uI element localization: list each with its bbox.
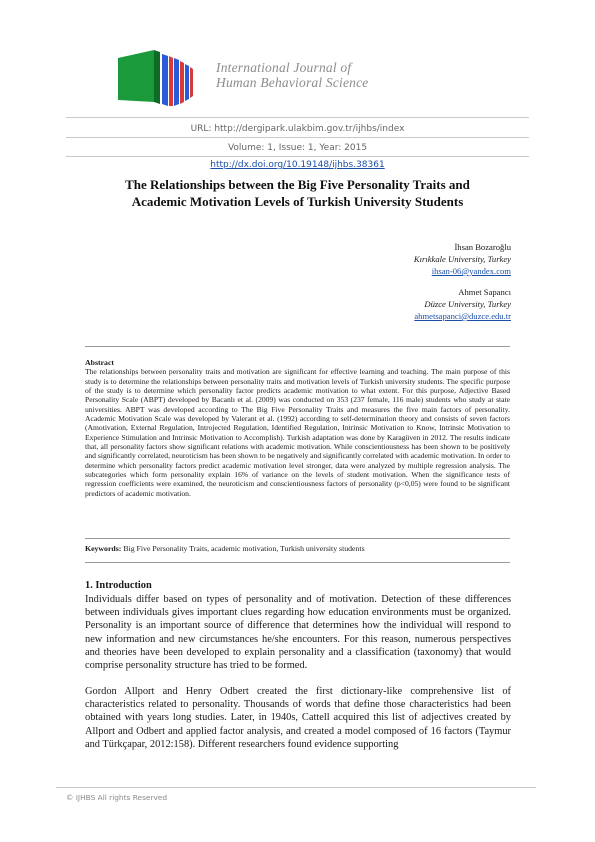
header-rule-middle (66, 137, 529, 138)
keywords-label: Keywords: (85, 544, 122, 553)
section-heading-introduction: 1. Introduction (85, 580, 152, 591)
author-block-2 (414, 286, 511, 322)
doi-link[interactable]: http://dx.doi.org/10.19148/ijhbs.38361 (210, 160, 385, 170)
volume-info: Volume: 1, Issue: 1, Year: 2015 (227, 143, 368, 153)
abstract-section (85, 358, 510, 498)
keywords-line (85, 544, 510, 553)
footer-rule (56, 787, 536, 788)
paper-title-line2: Academic Motivation Levels of Turkish University Students (131, 194, 464, 209)
intro-paragraph-1 (85, 593, 511, 672)
paper-title (80, 176, 515, 210)
author-block-1 (414, 241, 511, 277)
abstract-text: The relationships between personality traits and motivation are significant for effective learning and teaching. The main purpose of this study is to determine the relationships between personality traits and motivation levels of Turkish university students. The specific purpose of the study is to determine which personality factor predicts academic motivation to what extent. For this purpose, Adjective Based Personality Scale (ABPT) developed by Bacanlı et al. (2009) was conducted on 353 (237 female, 116 male) students who study at state universities. ABPT was developed according to The Big Five Personality Traits and measures the five main factors of personality. Academic Motivation Scale was developed by Valerant et al. (1992) according to self-determination theory and consists of seven factors (Amotivation, External Regulation, Introjected Regulation, Identified Regulation, Intrinsic Motivation to Know, Intrinsic Motivation to Experience Stimulation and Intrinsic Motivation to Accomplish). Turkish adaptation was done by Karagüven in 2012. The results indicate that, all personality factors show significant relations with academic motivation. While conscientiousness has been shown to be positively and significantly correlated, neuroticism has been shown to be negatively and significantly correlated with academic motivation. In order to determine which personality factors predict academic motivation level stronger, data were analyzed by multiple regression analysis. The subcategories which form personality explain 16% of variance on the levels of student motivation. When the significance tests of regression coefficients were examined, the neuroticism and conscientiousness factors of personality (p<0,05) were found to be significant predictors of academic motivation. (85, 367, 510, 498)
keywords-text: Big Five Personality Traits, academic motivation, Turkish university students (121, 544, 365, 553)
footer-copyright: © IJHBS All rights Reserved (66, 793, 168, 802)
keywords-rule (85, 562, 510, 563)
author-name: Ahmet Sapancı (458, 287, 511, 297)
journal-name (216, 60, 369, 90)
paragraph-text: Individuals differ based on types of personality and of motivation. Detection of these differences between individuals gives important clues regarding how education environments must be organized. Personality is an important source of difference that determines how the individual will respond to new information and new circumstances he/she encounters. For this reason, numerous perspectives and theories have been developed to explain personality and a classification (taxonomy) that would comprise personality structure has tried to be formed. (85, 594, 511, 672)
abstract-heading: Abstract (85, 358, 115, 367)
author-institution: Kırıkkale University, Turkey (413, 254, 511, 264)
journal-logo (112, 46, 206, 108)
journal-name-line2: Human Behavioral Science (216, 75, 369, 90)
author-institution: Düzce University, Turkey (424, 299, 511, 309)
author-name: İhsan Bozaroğlu (454, 242, 511, 252)
abstract-rule-top (85, 346, 510, 347)
header-rule-top (66, 117, 529, 118)
author-email-link[interactable]: ahmetsapanci@duzce.edu.tr (414, 311, 511, 321)
header-rule-bottom (66, 156, 529, 157)
author-email-link[interactable]: ihsan-06@yandex.com (431, 266, 511, 276)
paragraph-text: Gordon Allport and Henry Odbert created the first dictionary-like comprehensive list of characteristics related to personality. Thousands of words that define those characteristics had been obtained with years long studies. Later, in 1940s, Cattell acquired this list of adjectives created by Allport and Odbert and applied factor analysis, and created a model composed of 16 factors (Taymur and Türkçapar, 2012:158). Different researchers found evidence supporting (85, 686, 511, 750)
journal-url: URL: http://dergipark.ulakbim.gov.tr/ijhbs/index (190, 124, 405, 134)
intro-paragraph-2 (85, 685, 511, 751)
abstract-rule-bottom (85, 538, 510, 539)
logo-stripes (162, 54, 193, 106)
journal-name-line1: International Journal of (216, 60, 352, 75)
paper-title-line1: The Relationships between the Big Five Personality Traits and (125, 177, 470, 192)
